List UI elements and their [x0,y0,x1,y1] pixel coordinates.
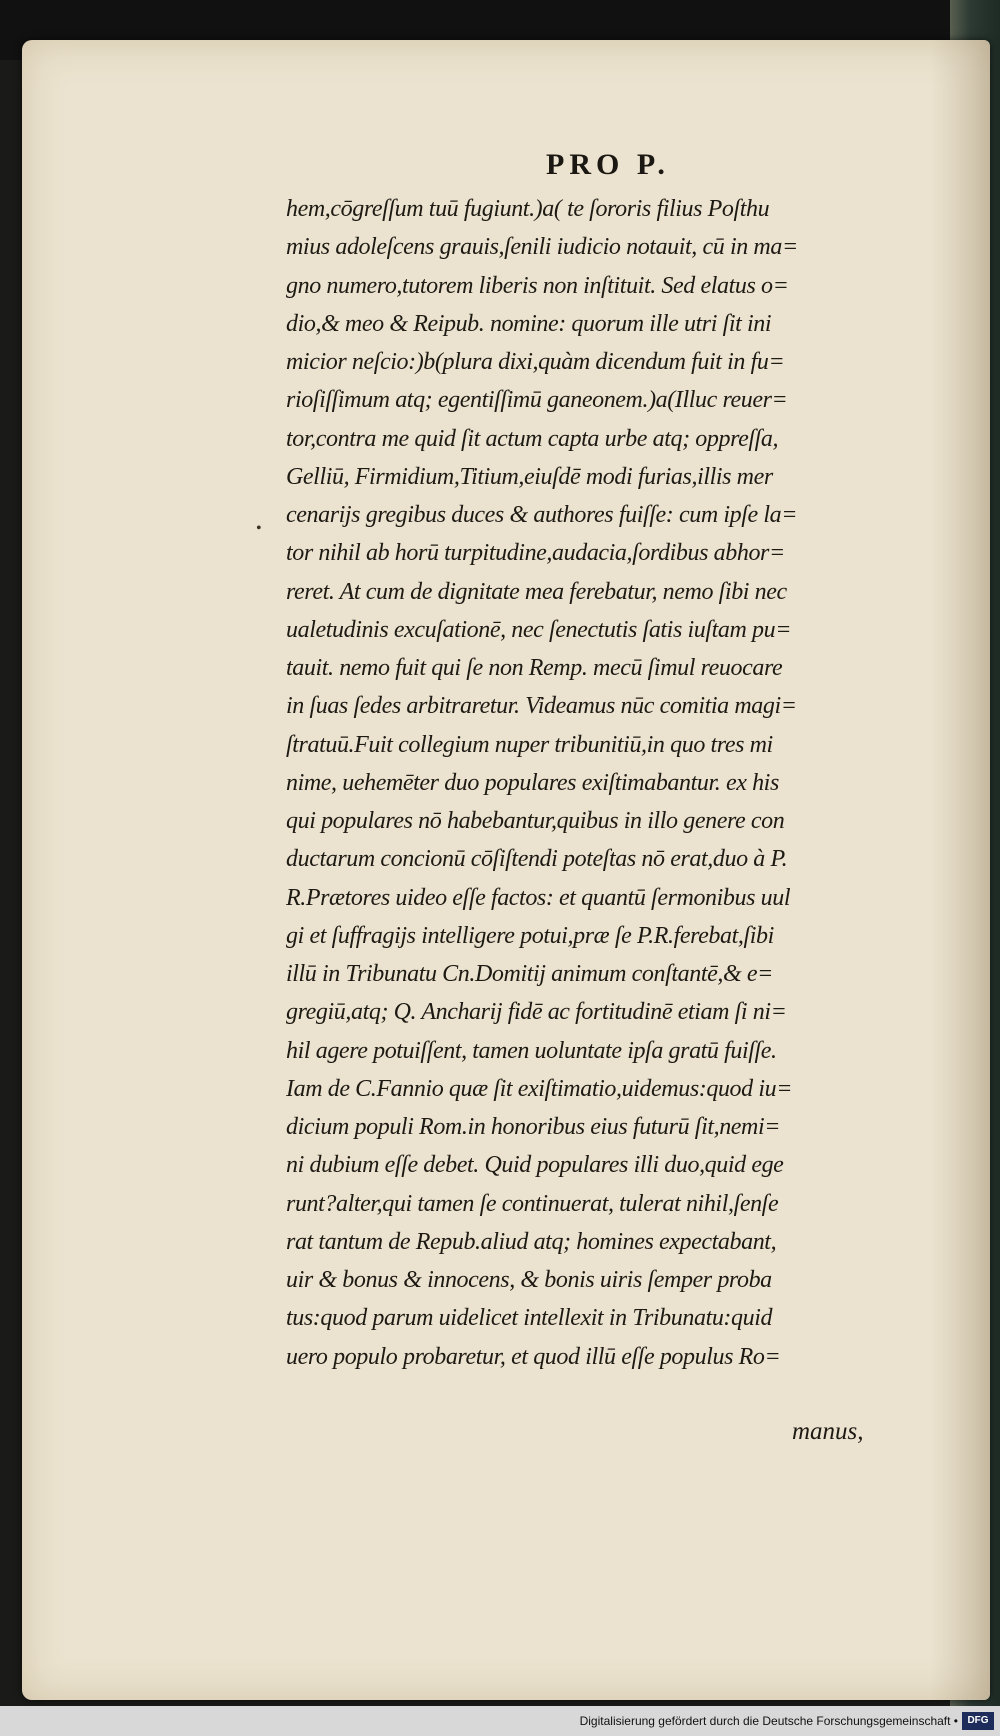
text-line: ductarum concionū cōſiſtendi poteſtas nō erat,duo à P. [286,846,788,873]
text-line: tor nihil ab horū turpitudine,audacia,ſordibus abhor= [286,540,785,567]
text-line: reret. At cum de dignitate mea ferebatur, nemo ſibi nec [286,578,787,605]
page-text-block [286,190,926,1376]
running-header: PRO P. [546,148,670,181]
text-line: rat tantum de Repub.aliud atq; homines expectabant, [286,1228,777,1255]
text-line: hem,cōgreſſum tuū fugiunt.)a( te ſororis filius Poſthu [286,196,770,222]
text-line: ſtratuū.Fuit collegium nuper tribunitiū,in quo tres mi [286,731,773,758]
text-line: gregiū,atq; Q. Ancharij fidē ac fortitudinē etiam ſi ni= [286,999,787,1026]
text-line: ualetudinis excuſationē, nec ſenectutis ſatis iuſtam pu= [286,616,792,643]
dfg-logo: DFG [962,1712,994,1730]
text-line: in ſuas ſedes arbitraretur. Videamus nūc comitia magi= [286,693,797,720]
text-line: tor,contra me quid ſit actum capta urbe atq; oppreſſa, [286,425,779,452]
text-line: micior neſcio:)b(plura dixi,quàm dicendum fuit in fu= [286,349,785,375]
text-line: uero populo probaretur, et quod illū eſſe populus Ro= [286,1343,781,1370]
text-line: cenarijs gregibus duces & authores fuiſſe: cum ipſe la= [286,502,798,528]
text-line: rioſiſſimum atq; egentiſſimū ganeonem.)a(Illuc reuer= [286,387,788,414]
text-line: ni dubium eſſe debet. Quid populares illi duo,quid ege [286,1152,784,1179]
text-line: Iam de C.Fannio quæ ſit exiſtimatio,uidemus:quod iu= [286,1075,793,1102]
margin-mark: • [256,520,262,537]
text-line: tus:quod parum uidelicet intellexit in Tribunatu:quid [286,1305,773,1332]
text-line: gno numero,tutorem liberis non inſtituit. Sed elatus o= [286,272,789,299]
text-line: tauit. nemo fuit qui ſe non Remp. mecū ſimul reuocare [286,655,783,681]
text-line: dicium populi Rom.in honoribus eius futurū ſit,nemi= [286,1114,781,1140]
text-line: qui populares nō habebantur,quibus in illo genere con [286,808,785,834]
text-line: R.Prætores uideo eſſe factos: et quantū ſermonibus uul [286,884,791,911]
text-line: nime, uehemēter duo populares exiſtimabantur. ex his [286,769,779,796]
text-line: uir & bonus & innocens, & bonis uiris ſemper proba [286,1267,772,1293]
text-line: mius adoleſcens grauis,ſenili iudicio notauit, cū in ma= [286,234,798,261]
text-line: gi et ſuffragijs intelligere potui,præ ſe P.R.ferebat,ſibi [286,922,774,949]
text-line: hil agere potuiſſent, tamen uoluntate ipſa gratū fuiſſe. [286,1037,777,1064]
text-line: Gelliū, Firmidium,Titium,eiuſdē modi furias,illis mer [286,463,773,490]
catchword: manus, [792,1418,864,1445]
text-line: dio,& meo & Reipub. nomine: quorum ille utri ſit ini [286,310,772,337]
text-line: runt?alter,qui tamen ſe continuerat, tulerat nihil,ſenſe [286,1190,779,1217]
text-line: illū in Tribunatu Cn.Domitij animum conſtantē,& e= [286,961,773,987]
funding-credit: Digitalisierung gefördert durch die Deutsche Forschungsgemeinschaft • [579,1714,958,1728]
digitization-footer [0,1706,1000,1736]
